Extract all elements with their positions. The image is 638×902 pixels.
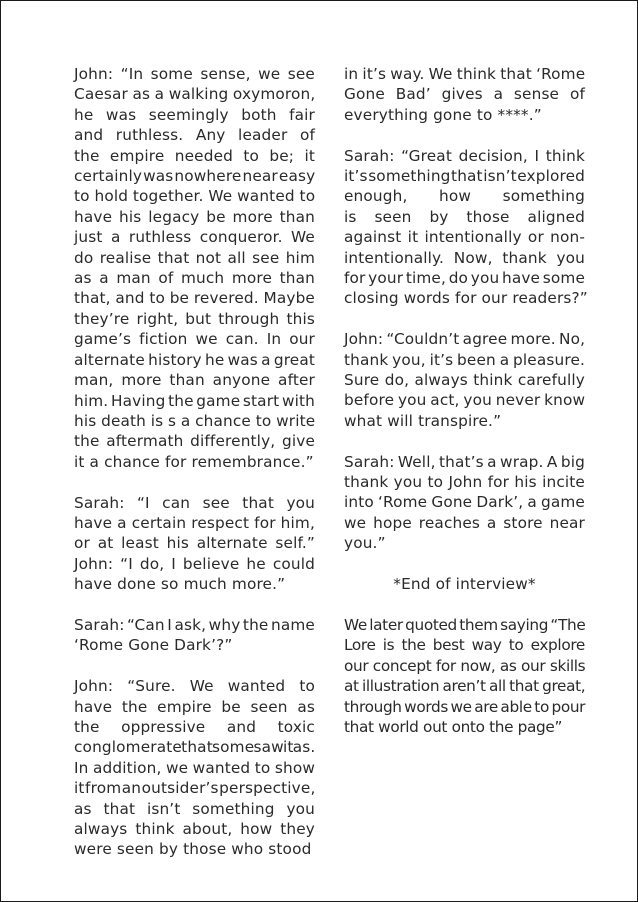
text-line: it a chance for remembrance.” [74, 452, 314, 471]
text-line: Sarah: Well, that’s a wrap. A big [344, 452, 585, 471]
paragraph [344, 146, 588, 309]
text-line: against it intentionally or non- [344, 228, 585, 247]
text-line: that, and to be revered. Maybe [74, 289, 315, 308]
paragraph [344, 452, 585, 554]
text-line: certainly was nowhere near easy [74, 167, 316, 186]
text-line: closing words for our readers?” [344, 289, 588, 308]
text-line: what will transpire.” [344, 411, 502, 430]
text-line: you.” [344, 534, 386, 553]
text-line: is seen by those aligned [344, 207, 585, 226]
text-line: *End of interview* [393, 575, 536, 594]
text-line: his death is s a chance to write [74, 411, 316, 430]
text-line: it’s something that isn’t explored [344, 167, 586, 186]
text-line: the empire needed to be; it [74, 146, 315, 165]
paragraph [74, 676, 315, 860]
text-line: we hope reaches a store near [344, 513, 585, 532]
text-line: thank you, it’s been a pleasure. [344, 350, 586, 369]
text-line: were seen by those who stood [74, 840, 312, 859]
text-line: John: “In some sense, we see [74, 65, 315, 83]
paragraph [74, 615, 315, 656]
text-line: Caesar as a walking oxymoron, [74, 85, 316, 104]
text-line: for your time, do you have some [344, 269, 586, 288]
text-line: into ‘Rome Gone Dark’, a game [344, 493, 585, 512]
text-line: him. Having the game start with [74, 391, 315, 410]
text-line: have a certain respect for him, [74, 513, 315, 532]
text-line: enough, how something [344, 187, 585, 206]
text-line: that world out onto the page” [344, 717, 563, 736]
paragraph [74, 493, 315, 595]
text-line: Sarah: “Can I ask, why the name [74, 615, 315, 634]
text-line: Gone Bad’ gives a sense of [344, 85, 585, 104]
text-line: in it’s way. We think that ‘Rome [344, 65, 586, 83]
text-line: just a ruthless conqueror. We [74, 228, 315, 247]
paragraph [344, 329, 585, 431]
text-line: at illustration aren’t all that great, [344, 677, 586, 696]
text-line: he was seemingly both fair [74, 105, 315, 124]
paragraph [344, 574, 585, 594]
text-line: Sarah: “Great decision, I think [344, 146, 585, 165]
text-line: have the empire be seen as [74, 697, 315, 716]
text-line: man, more than anyone after [74, 371, 315, 390]
text-line: everything gone to ****.” [344, 105, 542, 124]
text-line: alternate history he was a great [74, 350, 316, 369]
left-text-column [74, 64, 315, 880]
text-line: or at least his alternate self.” [74, 534, 315, 553]
paragraph [344, 615, 585, 737]
text-line: In addition, we wanted to show [74, 758, 315, 777]
text-line: it from an outsider’s perspective, [74, 779, 316, 798]
text-line: have done so much more.” [74, 575, 286, 594]
text-line: the oppressive and toxic [74, 717, 315, 736]
text-line: We later quoted them saying “The [344, 615, 586, 634]
text-line: thank you to John for his incite [344, 473, 585, 492]
text-line: before you act, you never know [344, 391, 586, 410]
text-line: game’s fiction we can. In our [74, 330, 315, 349]
text-line: conglomerate that some saw it as. [74, 738, 316, 757]
text-line: as a man of much more than [74, 269, 315, 288]
text-line: ‘Rome Gone Dark’?” [74, 636, 233, 655]
text-line: through words we are able to pour [344, 697, 586, 716]
paragraph [74, 64, 315, 472]
text-line: always think about, how they [74, 819, 315, 838]
text-line: have his legacy be more than [74, 207, 315, 226]
text-line: the aftermath differently, give [74, 432, 315, 451]
paragraph [344, 64, 585, 125]
text-line: Sarah: “I can see that you [74, 493, 315, 512]
text-line: do realise that not all see him [74, 248, 315, 267]
text-line: John: “Couldn’t agree more. No, [344, 330, 586, 349]
text-line: to hold together. We wanted to [74, 187, 316, 206]
text-line: our concept for now, as our skills [344, 656, 586, 675]
text-line: Lore is the best way to explore [344, 636, 585, 655]
text-line: John: “I do, I believe he could [74, 554, 315, 573]
text-line: and ruthless. Any leader of [74, 126, 315, 145]
text-line: as that isn’t something you [74, 799, 315, 818]
text-line: Sure do, always think carefully [344, 371, 585, 390]
text-line: intentionally. Now, thank you [344, 248, 585, 267]
text-line: John: “Sure. We wanted to [74, 677, 315, 696]
text-line: they’re right, but through this [74, 309, 315, 328]
right-text-column [344, 64, 588, 758]
